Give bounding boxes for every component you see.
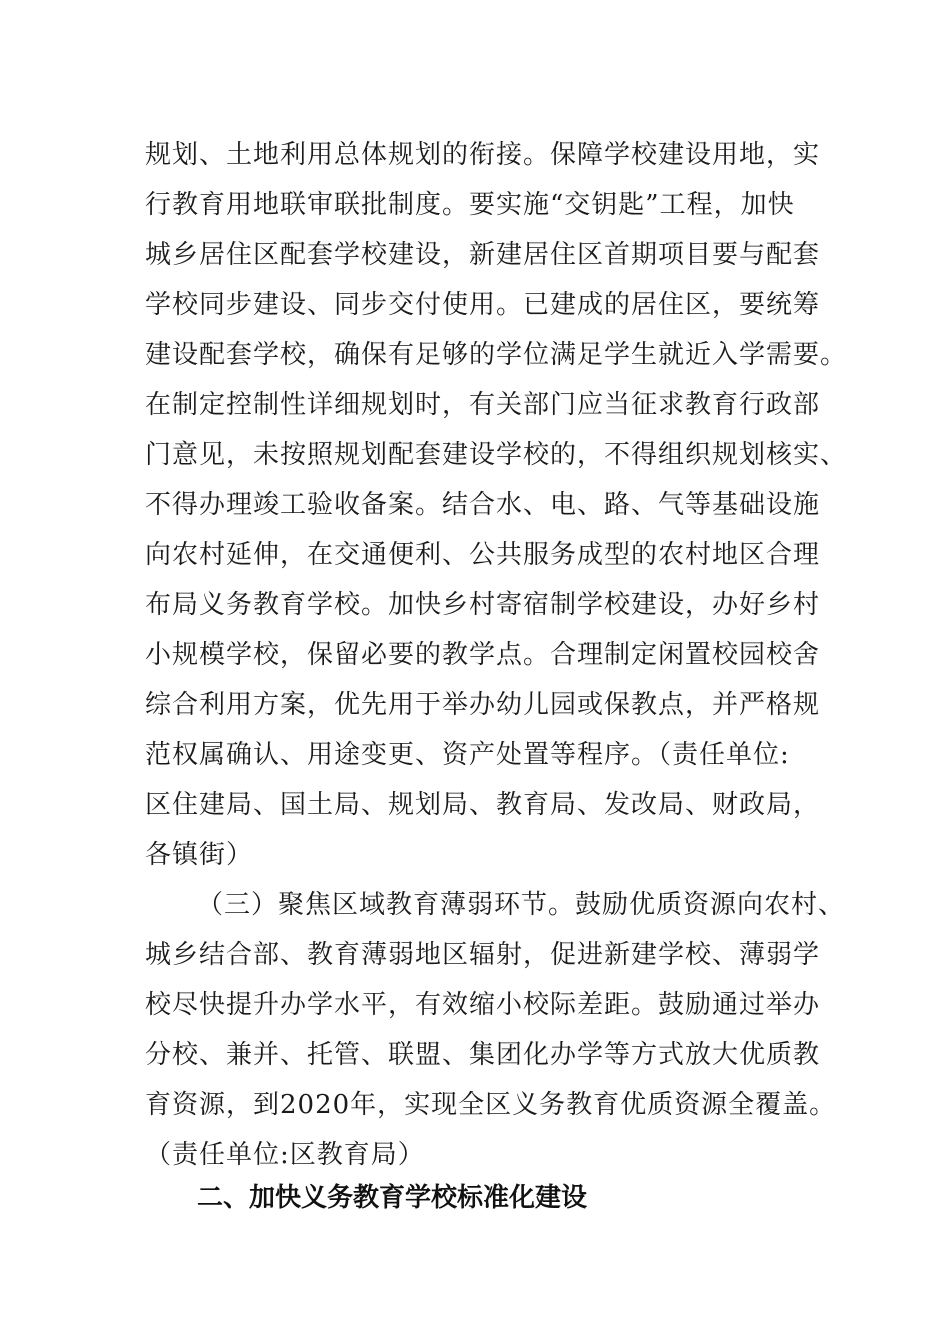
text-line: 育资源，到2020年，实现全区义务教育优质资源全覆盖。 bbox=[145, 1090, 837, 1120]
text-line: 校尽快提升办学水平，有效缩小校际差距。鼓励通过举办 bbox=[145, 990, 821, 1020]
text-line: 分校、兼并、托管、联盟、集团化办学等方式放大优质教 bbox=[145, 1040, 821, 1070]
text-line: 规划、土地利用总体规划的衔接。保障学校建设用地，实 bbox=[145, 140, 821, 170]
text-line: 向农村延伸，在交通便利、公共服务成型的农村地区合理 bbox=[145, 540, 821, 570]
text-line: 范权属确认、用途变更、资产处置等程序。（责任单位: bbox=[145, 740, 790, 770]
text-line: 布局义务教育学校。加快乡村寄宿制学校建设，办好乡村 bbox=[145, 590, 821, 620]
text-line: 建设配套学校，确保有足够的学位满足学生就近入学需要。 bbox=[145, 340, 848, 370]
body-text bbox=[145, 130, 848, 1180]
text-line: 城乡居住区配套学校建设，新建居住区首期项目要与配套 bbox=[145, 240, 821, 270]
text-line: 小规模学校，保留必要的教学点。合理制定闲置校园校舍 bbox=[145, 640, 821, 670]
text-line: 门意见，未按照规划配套建设学校的，不得组织规划核实、 bbox=[145, 440, 848, 470]
text-line: 行教育用地联审联批制度。要实施“交钥匙”工程，加快 bbox=[145, 190, 795, 220]
text-line: 各镇街） bbox=[145, 840, 254, 870]
text-line: （责任单位:区教育局） bbox=[145, 1140, 425, 1170]
text-line: 综合利用方案，优先用于举办幼儿园或保教点，并严格规 bbox=[145, 690, 821, 720]
text-line: 不得办理竣工验收备案。结合水、电、路、气等基础设施 bbox=[145, 490, 821, 520]
subsection-line: （三）聚焦区域教育薄弱环节。鼓励优质资源向农村、 bbox=[197, 890, 846, 920]
text-line: 区住建局、国土局、规划局、教育局、发改局、财政局， bbox=[145, 790, 821, 820]
section-heading: 二、加快义务教育学校标准化建设 bbox=[197, 1183, 588, 1213]
text-line: 在制定控制性详细规划时，有关部门应当征求教育行政部 bbox=[145, 390, 821, 420]
text-line: 学校同步建设、同步交付使用。已建成的居住区，要统筹 bbox=[145, 290, 821, 320]
text-line: 城乡结合部、教育薄弱地区辐射，促进新建学校、薄弱学 bbox=[145, 940, 821, 970]
